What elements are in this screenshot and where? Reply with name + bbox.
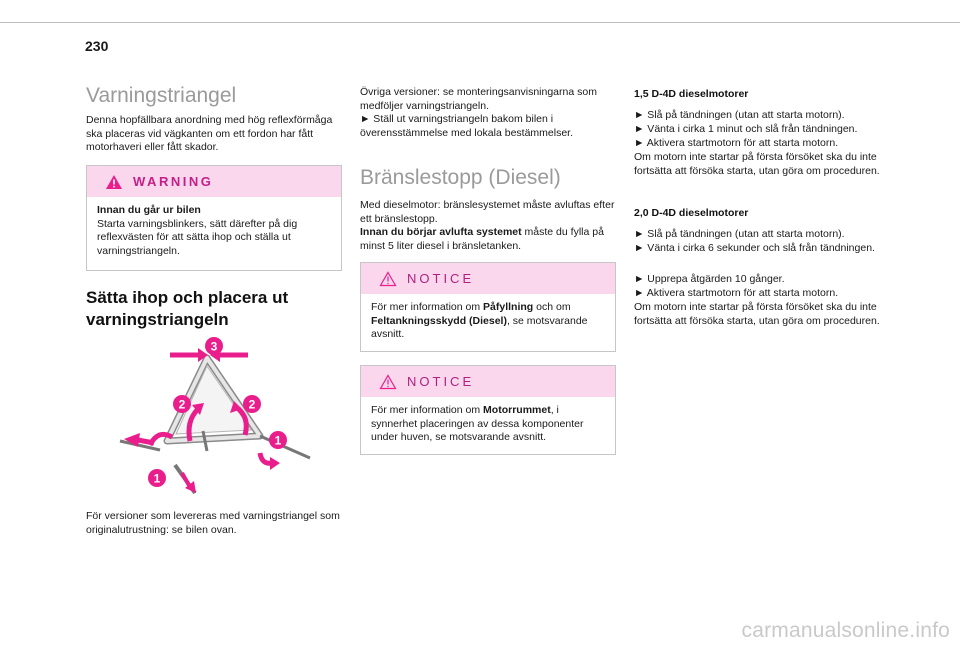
list-20-item-2: ► Vänta i cirka 6 sekunder och slå från tändningen.	[634, 242, 875, 254]
warning-text: Starta varningsblinkers, sätt därefter på dig reflexvästen för att sätta ihop och ställa ut varningstriangeln.	[97, 217, 298, 257]
heading-15-d4d: 1,5 D-4D dieselmotorer	[634, 88, 749, 100]
svg-text:3: 3	[210, 339, 218, 354]
notice-text-2: För mer information om Motorrummet, i synnerhet placeringen av dessa komponenter under huven, se motsvarande avsnitt.	[371, 404, 584, 443]
footer-watermark: carmanualsonline.info	[741, 619, 950, 642]
svg-text:2: 2	[178, 397, 186, 412]
page-number: 230	[85, 38, 109, 54]
step-2-badge-right	[243, 395, 261, 413]
warning-header	[87, 166, 341, 197]
notice-header-2	[361, 366, 615, 397]
triangle-assembly-figure	[110, 333, 330, 503]
notice-header-1	[361, 263, 615, 294]
section-title-line1: Sätta ihop och placera ut	[86, 288, 289, 307]
step-2-badge-left	[173, 395, 191, 413]
warning-triangle-icon	[105, 174, 123, 190]
col2-intro-2: ► Ställ ut varningstriangeln bakom bilen i överensstämmelse med lokala bestämmelser.	[360, 113, 574, 139]
notice-label-2: NOTICE	[407, 374, 475, 389]
diesel-title: Bränslestopp (Diesel)	[360, 166, 561, 189]
figure-caption: För versioner som levereras med varningstriangel som originalutrustning: se bilen ovan.	[86, 510, 340, 536]
warning-label: WARNING	[133, 174, 214, 189]
diesel-p2-bold: Innan du börjar avlufta systemet	[360, 226, 522, 238]
top-rule	[0, 22, 960, 23]
notice-text-1: För mer information om Påfyllning och om Feltankningsskydd (Diesel), se motsvarande avsnitt.	[371, 301, 588, 340]
step-3-badge	[205, 337, 223, 355]
intro-text: Denna hopfällbara anordning med hög reflexförmåga ska placeras vid vägkanten om ett fordon har fått motorhaveri eller fått skador.	[86, 114, 333, 153]
list-15-item-2: ► Vänta i cirka 1 minut och slå från tändningen.	[634, 123, 858, 135]
svg-text:2: 2	[248, 397, 256, 412]
step-1-badge-left	[148, 469, 166, 487]
note-15: Om motorn inte startar på första försöket ska du inte fortsätta att försöka starta, utan göra om proceduren.	[634, 151, 880, 177]
list-20-item-3: ► Upprepa åtgärden 10 gånger.	[634, 273, 785, 285]
notice-label-1: NOTICE	[407, 271, 475, 286]
svg-text:1: 1	[274, 433, 282, 448]
heading-20-d4d: 2,0 D-4D dieselmotorer	[634, 207, 749, 219]
warning-box	[86, 165, 342, 271]
diesel-p2-rest: måste du fylla på minst 5 liter diesel i bränsletanken.	[360, 226, 604, 252]
diesel-p2	[360, 226, 616, 253]
list-20-item-4: ► Aktivera startmotorn för att starta motorn.	[634, 287, 839, 299]
step-1-badge-right	[269, 431, 287, 449]
notice-box-1	[360, 262, 616, 352]
list-15-item-3: ► Aktivera startmotorn för att starta motorn.	[634, 137, 839, 149]
notice-triangle-icon	[379, 374, 397, 390]
notice-triangle-icon	[379, 271, 397, 287]
section-title	[86, 287, 288, 331]
page-title: Varningstriangel	[86, 84, 237, 107]
list-15-item-1: ► Slå på tändningen (utan att starta motorn).	[634, 109, 845, 121]
svg-text:1: 1	[153, 471, 161, 486]
note-20: Om motorn inte startar på första försöket ska du inte fortsätta att försöka starta, utan göra om proceduren.	[634, 301, 880, 327]
section-title-line2: varningstriangeln	[86, 310, 229, 329]
col2-intro-1: Övriga versioner: se monteringsanvisningarna som medföljer varningstriangeln.	[360, 86, 597, 112]
notice-box-2	[360, 365, 616, 455]
list-20-item-1: ► Slå på tändningen (utan att starta motorn).	[634, 228, 845, 240]
warning-heading: Innan du går ur bilen	[97, 204, 201, 216]
diesel-p1: Med dieselmotor: bränslesystemet måste avluftas efter ett bränslestopp.	[360, 199, 615, 225]
